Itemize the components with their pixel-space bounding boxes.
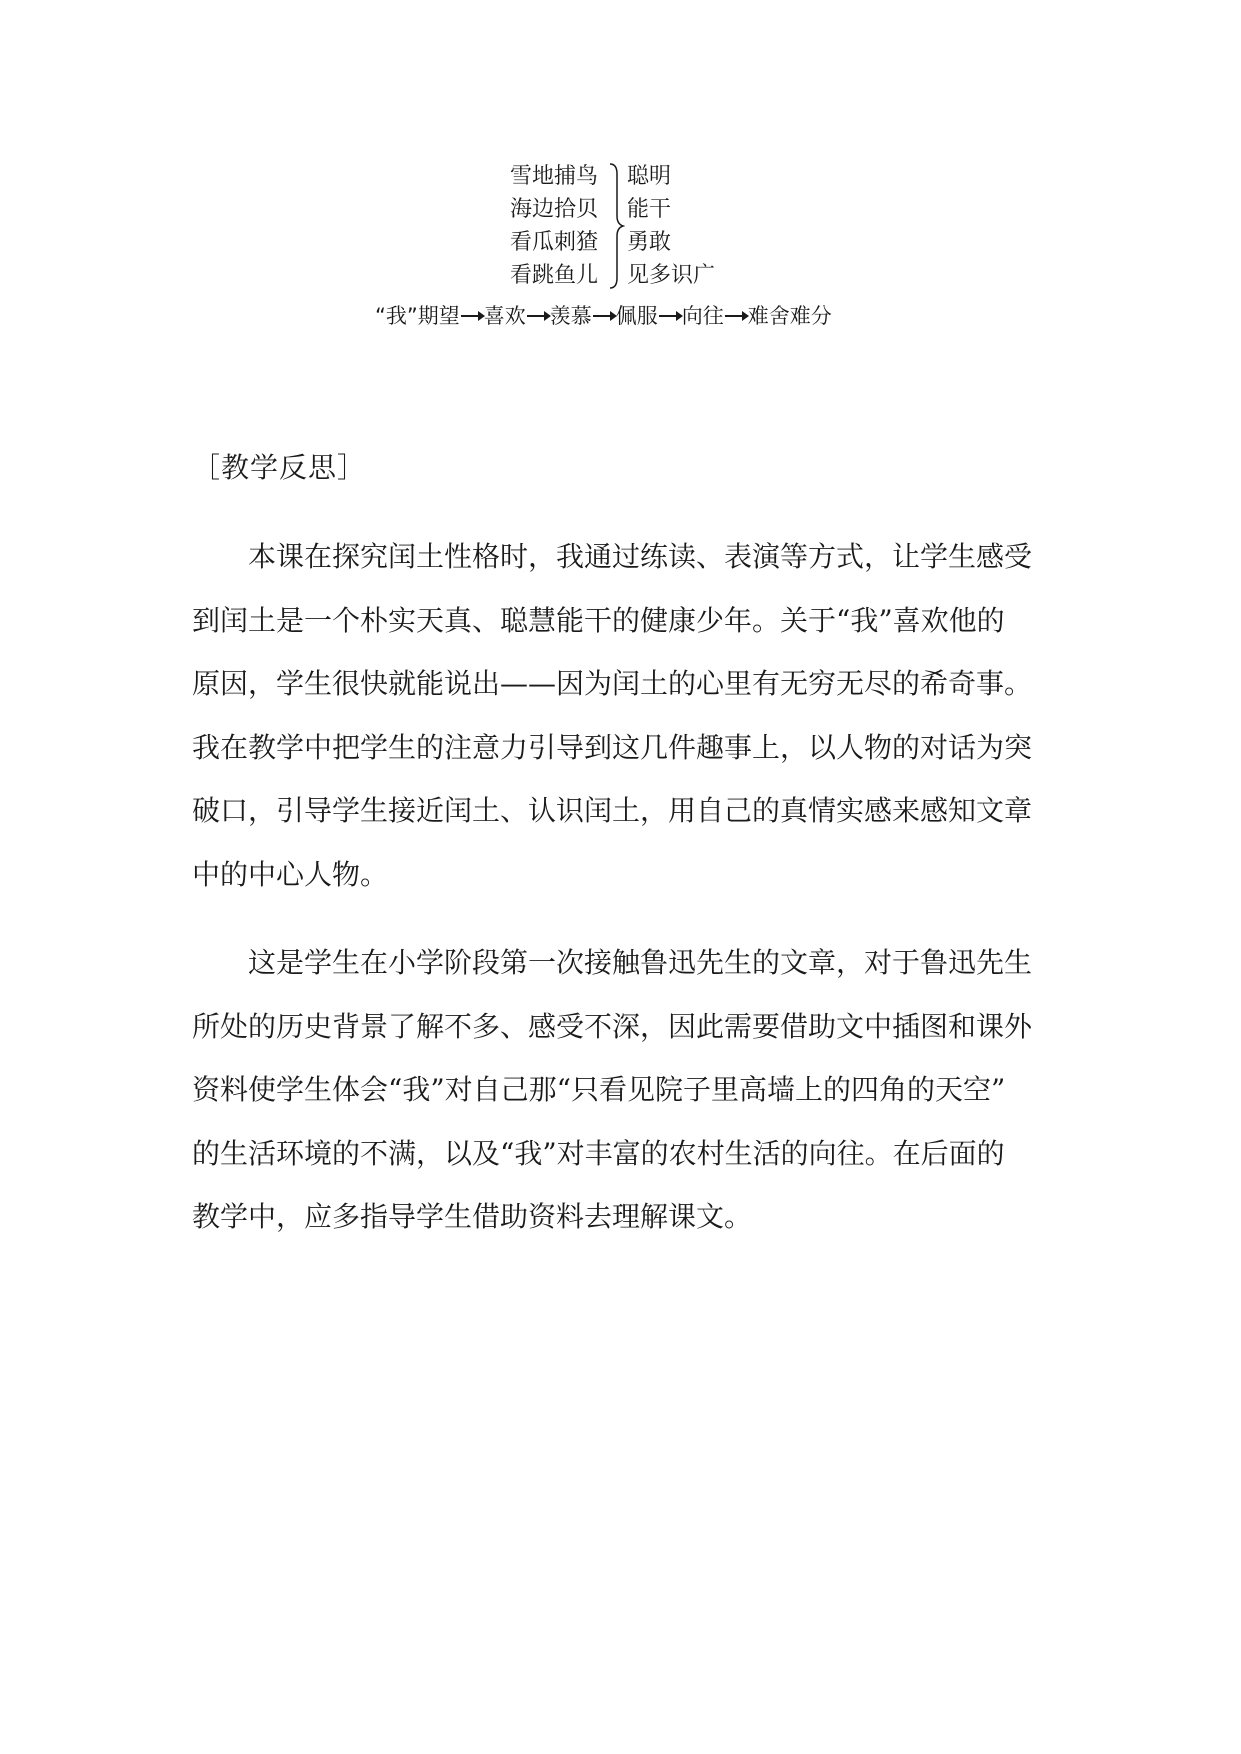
text-line: 教学中，应多指导学生借助资料去理解课文。 [192, 1200, 753, 1233]
text-line: 我在教学中把学生的注意力引导到这几件趣事上，以人物的对话为突 [192, 730, 1033, 764]
text-line: 到闰土是一个朴实天真、聪慧能干的健康少年。关于“我”喜欢他的 [192, 603, 1005, 637]
event-list [510, 160, 610, 292]
right-brace-icon [608, 160, 626, 292]
trait-item: 聪明 [627, 164, 672, 189]
reflection-paragraph-1 [192, 525, 1062, 906]
flow-step: 向往 [681, 304, 724, 328]
trait-item: 见多识广 [627, 263, 716, 288]
emotion-flow [375, 298, 832, 334]
flow-step: “我”期望 [375, 304, 460, 328]
text-line: 资料使学生体会“我”对自己那“只看见院子里高墙上的四角的天空” [192, 1073, 1006, 1106]
arrow-right-icon [593, 315, 615, 317]
text-line: 的生活环境的不满，以及“我”对丰富的农村生活的向往。在后面的 [192, 1136, 1005, 1170]
trait-item: 能干 [627, 197, 672, 222]
section-heading: ［教学反思］ [192, 451, 367, 484]
event-item: 看跳鱼儿 [510, 263, 599, 288]
arrow-right-icon [527, 315, 549, 317]
text-line: 本课在探究闰土性格时，我通过练读、表演等方式，让学生感受 [248, 540, 1033, 573]
text-line: 原因，学生很快就能说出——因为闰土的心里有无穷无尽的希奇事。 [192, 667, 1033, 700]
arrow-right-icon [659, 315, 681, 317]
text-line: 中的中心人物。 [192, 857, 389, 891]
arrow-right-icon [461, 315, 483, 317]
flow-step: 难舍难分 [747, 304, 832, 328]
board-diagram [0, 0, 1241, 340]
text-line: 这是学生在小学阶段第一次接触鲁迅先生的文章，对于鲁迅先生 [248, 946, 1033, 979]
text-line: 破口，引导学生接近闰土、认识闰土，用自己的真情实感来感知文章 [192, 794, 1033, 827]
flow-step: 佩服 [615, 304, 658, 328]
event-item: 海边拾贝 [510, 197, 599, 222]
flow-step: 喜欢 [483, 304, 526, 328]
arrow-right-icon [725, 315, 747, 317]
trait-item: 勇敢 [627, 230, 672, 255]
event-item: 看瓜刺猹 [510, 230, 599, 255]
reflection-paragraph-2 [192, 931, 1062, 1249]
trait-list [627, 160, 715, 292]
text-line: 所处的历史背景了解不多、感受不深，因此需要借助文中插图和课外 [192, 1009, 1033, 1043]
event-item: 雪地捕鸟 [510, 164, 599, 189]
flow-step: 羡慕 [549, 304, 592, 328]
